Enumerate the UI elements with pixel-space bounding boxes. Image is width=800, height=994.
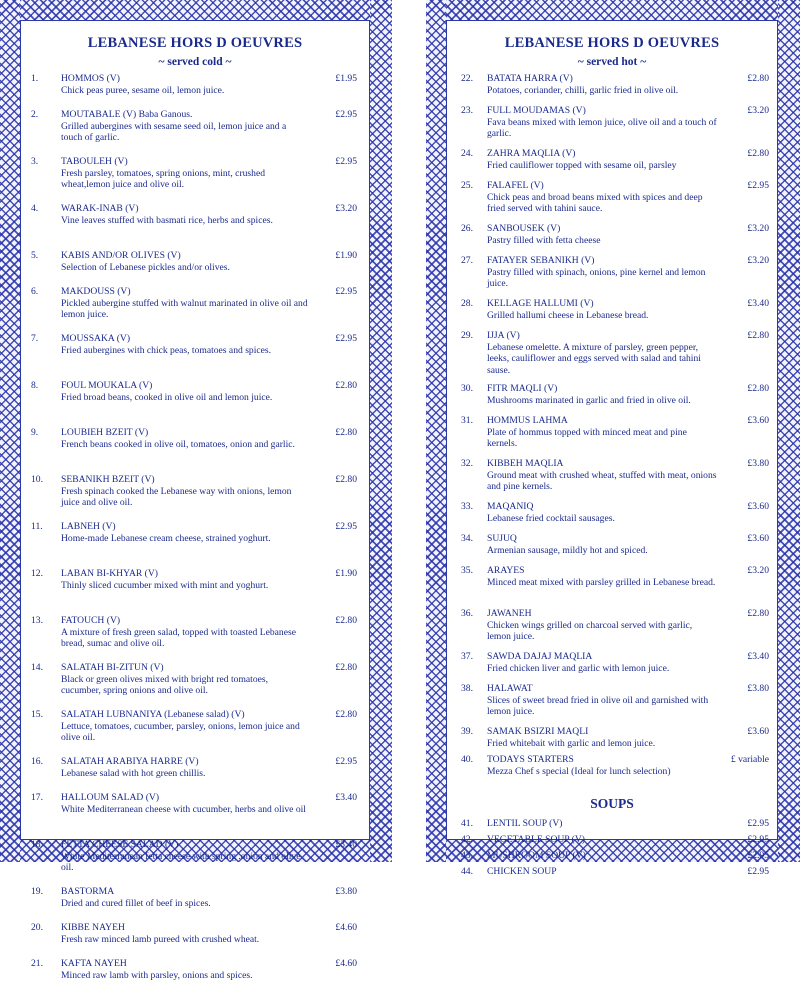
item-number: 9.	[31, 427, 39, 438]
item-number: 3.	[31, 156, 39, 167]
item-name: FULL MOUDAMAS (V)	[487, 105, 586, 116]
item-name: WARAK-INAB (V)	[61, 203, 139, 214]
item-price: £2.95	[335, 333, 357, 344]
item-price: £2.95	[747, 866, 769, 877]
celtic-border-left	[0, 0, 20, 862]
item-description: Pastry filled with spinach, onions, pine kernel and lemon juice.	[487, 266, 706, 289]
menu-item-24	[447, 148, 777, 180]
item-number: 31.	[461, 415, 473, 426]
item-name: CHICKEN SOUP	[487, 866, 557, 877]
item-description: Chick peas and broad beans mixed with spices and deep fried served with tahini sauce.	[487, 191, 703, 214]
item-number: 2.	[31, 109, 39, 120]
item-description: Armenian sausage, mildly hot and spiced.	[487, 544, 648, 556]
menu-content-cold	[20, 20, 370, 981]
item-price: £4.60	[335, 922, 357, 933]
item-name: KIBBE NAYEH	[61, 922, 125, 933]
item-price: £3.60	[747, 501, 769, 512]
item-description: Fresh spinach cooked the Lebanese way with onions, lemon juice and olive oil.	[61, 485, 292, 508]
item-price: £2.95	[335, 109, 357, 120]
item-number: 44.	[461, 866, 473, 877]
item-number: 5.	[31, 250, 39, 261]
item-price: £2.80	[335, 380, 357, 391]
item-price: £2.95	[335, 756, 357, 767]
item-name: SEBANIKH BZEIT (V)	[61, 474, 155, 485]
item-price: £2.80	[335, 709, 357, 720]
cold-items-list	[21, 73, 369, 994]
item-number: 42.	[461, 834, 473, 845]
menu-item-10	[21, 474, 369, 521]
item-description: Grilled aubergines with sesame seed oil, lemon juice and a touch of garlic.	[61, 120, 287, 143]
menu-item-17	[21, 792, 369, 839]
menu-item-35	[447, 565, 777, 608]
item-price: £2.95	[747, 850, 769, 861]
item-description: Potatoes, coriander, chilli, garlic fried in olive oil.	[487, 84, 679, 96]
item-number: 19.	[31, 886, 43, 897]
item-description: Slices of sweet bread fried in olive oil and garnished with lemon juice.	[487, 694, 709, 717]
item-number: 32.	[461, 458, 473, 469]
item-name: KAFTA NAYEH	[61, 958, 127, 969]
item-number: 1.	[31, 73, 39, 84]
soups-header	[447, 796, 777, 818]
item-name: FALAFEL (V)	[487, 180, 544, 191]
celtic-border-right	[370, 0, 392, 862]
item-price: £2.80	[747, 148, 769, 159]
menu-item-33	[447, 501, 777, 533]
item-price: £ variable	[730, 754, 769, 765]
item-name: IJJA (V)	[487, 330, 520, 341]
menu-item-30	[447, 383, 777, 415]
item-number: 29.	[461, 330, 473, 341]
item-price: £2.80	[747, 383, 769, 394]
item-description: French beans cooked in olive oil, tomatoes, onion and garlic.	[61, 438, 295, 450]
section-title-cold: LEBANESE HORS D OEUVRES	[87, 35, 303, 51]
item-description: Fried whitebait with garlic and lemon juice.	[487, 737, 656, 749]
item-description: Lebanese fried cocktail sausages.	[487, 512, 615, 524]
soup-item-42	[447, 834, 777, 850]
item-price: £3.20	[747, 223, 769, 234]
item-number: 12.	[31, 568, 43, 579]
item-description: Lebanese salad with hot green chillis.	[61, 767, 206, 779]
item-description: Black or green olives mixed with bright red tomatoes, cucumber, spring onions and olive oil.	[61, 673, 269, 696]
menu-item-40	[447, 754, 777, 796]
item-price: £3.60	[747, 533, 769, 544]
item-name: FATOUCH (V)	[61, 615, 121, 626]
menu-item-3	[21, 156, 369, 203]
item-price: £2.95	[747, 834, 769, 845]
item-description: Vine leaves stuffed with basmati rice, herbs and spices.	[61, 214, 273, 226]
item-description: Ground meat with crushed wheat, stuffed with meat, onions and pine kernels.	[487, 469, 717, 492]
item-description: Mezza Chef s special (Ideal for lunch selection)	[487, 765, 671, 777]
menu-item-5	[21, 250, 369, 286]
item-name: ARAYES	[487, 565, 525, 576]
menu-item-20	[21, 922, 369, 958]
menu-item-36	[447, 608, 777, 651]
item-name: FETTA CHEESE SALAD (V)	[61, 839, 179, 850]
item-name: KELLAGE HALLUMI (V)	[487, 298, 594, 309]
item-name: SALATAH BI-ZITUN (V)	[61, 662, 164, 673]
item-number: 26.	[461, 223, 473, 234]
item-price: £3.80	[747, 458, 769, 469]
item-number: 14.	[31, 662, 43, 673]
item-price: £3.40	[335, 792, 357, 803]
item-price: £3.40	[747, 298, 769, 309]
menu-item-29	[447, 330, 777, 383]
item-number: 27.	[461, 255, 473, 266]
item-name: JAWANEH	[487, 608, 532, 619]
item-price: £3.40	[335, 839, 357, 850]
item-name: VEGETABLE SOUP (V)	[487, 834, 586, 845]
item-price: £2.95	[747, 180, 769, 191]
item-number: 41.	[461, 818, 473, 829]
item-number: 28.	[461, 298, 473, 309]
menu-item-26	[447, 223, 777, 255]
item-description: Plate of hommus topped with minced meat and pine kernels.	[487, 426, 687, 449]
item-name: BATATA HARRA (V)	[487, 73, 573, 84]
item-price: £3.20	[747, 565, 769, 576]
menu-panel-hot	[426, 0, 800, 877]
item-name: HALLOUM SALAD (V)	[61, 792, 160, 803]
item-number: 43.	[461, 850, 473, 861]
item-description: White Mediterranean fetta cheese with spring .onion and olive oil.	[61, 850, 301, 873]
menu-item-8	[21, 380, 369, 427]
celtic-border-top	[0, 0, 392, 20]
item-number: 23.	[461, 105, 473, 116]
item-number: 18.	[31, 839, 43, 850]
item-description: Minced meat mixed with parsley grilled in Lebanese bread.	[487, 576, 716, 588]
menu-item-27	[447, 255, 777, 298]
item-number: 39.	[461, 726, 473, 737]
item-number: 7.	[31, 333, 39, 344]
item-number: 37.	[461, 651, 473, 662]
celtic-border-left	[426, 0, 446, 862]
item-price: £2.95	[335, 286, 357, 297]
item-description: Fried chicken liver and garlic with lemon juice.	[487, 662, 670, 674]
item-name: ZAHRA MAQLIA (V)	[487, 148, 576, 159]
item-number: 17.	[31, 792, 43, 803]
item-description: Home-made Lebanese cream cheese, strained yoghurt.	[61, 532, 271, 544]
item-price: £3.80	[747, 683, 769, 694]
item-number: 10.	[31, 474, 43, 485]
item-price: £4.60	[335, 958, 357, 969]
item-name: FATAYER SEBANIKH (V)	[487, 255, 595, 266]
item-number: 8.	[31, 380, 39, 391]
menu-item-23	[447, 105, 777, 148]
menu-item-9	[21, 427, 369, 474]
item-name: LENTIL SOUP (V)	[487, 818, 563, 829]
menu-item-6	[21, 286, 369, 333]
item-description: Pastry filled with fetta cheese	[487, 234, 601, 246]
item-price: £3.20	[335, 203, 357, 214]
item-price: £3.20	[747, 255, 769, 266]
item-number: 6.	[31, 286, 39, 297]
item-price: £2.80	[747, 73, 769, 84]
item-price: £2.95	[747, 818, 769, 829]
item-name: LABNEH (V)	[61, 521, 116, 532]
item-price: £1.90	[335, 568, 357, 579]
menu-item-7	[21, 333, 369, 380]
menu-item-15	[21, 709, 369, 756]
item-name: MAKDOUSS (V)	[61, 286, 131, 297]
item-description: Lebanese omelette. A mixture of parsley, green pepper, leeks, cauliflower and eggs served with salad and tahini sause.	[487, 341, 701, 376]
menu-item-4	[21, 203, 369, 250]
item-description: Pickled aubergine stuffed with walnut marinated in olive oil and lemon juice.	[61, 297, 308, 320]
menu-item-14	[21, 662, 369, 709]
item-description: Dried and cured fillet of beef in spices.	[61, 897, 211, 909]
item-description: Lettuce, tomatoes, cucumber, parsley, onions, lemon juice and olive oil.	[61, 720, 300, 743]
item-number: 4.	[31, 203, 39, 214]
menu-item-21	[21, 958, 369, 994]
item-price: £2.95	[335, 521, 357, 532]
item-description: Thinly sliced cucumber mixed with mint and yoghurt.	[61, 579, 269, 591]
item-price: £2.80	[335, 662, 357, 673]
menu-item-28	[447, 298, 777, 330]
menu-item-18	[21, 839, 369, 886]
menu-item-2	[21, 109, 369, 156]
item-number: 38.	[461, 683, 473, 694]
item-description: A mixture of fresh green salad, topped with toasted Lebanese bread, sumac and olive oil.	[61, 626, 296, 649]
item-price: £3.80	[335, 886, 357, 897]
item-description: Fried cauliflower topped with sesame oil, parsley	[487, 159, 677, 171]
item-name: FOUL MOUKALA (V)	[61, 380, 153, 391]
celtic-border-right	[778, 0, 800, 862]
item-number: 16.	[31, 756, 43, 767]
soup-item-44	[447, 866, 777, 882]
menu-panel-cold	[0, 0, 392, 981]
item-description: Chick peas puree, sesame oil, lemon juice.	[61, 84, 225, 96]
menu-item-37	[447, 651, 777, 683]
item-name: SAWDA DAJAJ MAQLIA	[487, 651, 593, 662]
item-name: LOUBIEH BZEIT (V)	[61, 427, 149, 438]
item-name: SALATAH ARABIYA HARRE (V)	[61, 756, 199, 767]
item-price: £3.20	[747, 105, 769, 116]
item-description: Fresh raw minced lamb pureed with crushed wheat.	[61, 933, 260, 945]
menu-item-19	[21, 886, 369, 922]
item-description: Fried broad beans, cooked in olive oil and lemon juice.	[61, 391, 273, 403]
menu-item-31	[447, 415, 777, 458]
item-description: White Mediterranean cheese with cucumber, herbs and olive oil	[61, 803, 306, 815]
menu-item-38	[447, 683, 777, 726]
item-name: BASTORMA	[61, 886, 115, 897]
item-number: 36.	[461, 608, 473, 619]
item-number: 25.	[461, 180, 473, 191]
item-name: HOMMUS LAHMA	[487, 415, 568, 426]
hot-items-list	[447, 73, 777, 882]
item-price: £1.95	[335, 73, 357, 84]
item-number: 22.	[461, 73, 473, 84]
item-name: FITR MAQLI (V)	[487, 383, 558, 394]
soup-item-43	[447, 850, 777, 866]
item-description: Fava beans mixed with lemon juice, olive oil and a touch of garlic.	[487, 116, 717, 139]
item-description: Fried aubergines with chick peas, tomatoes and spices.	[61, 344, 272, 356]
item-number: 34.	[461, 533, 473, 544]
section-subtitle-hot: ~ served hot ~	[577, 56, 647, 68]
item-description: Selection of Lebanese pickles and/or olives.	[61, 261, 230, 273]
item-name: SUJUQ	[487, 533, 517, 544]
item-name: LABAN BI-KHYAR (V)	[61, 568, 158, 579]
item-number: 30.	[461, 383, 473, 394]
item-price: £2.80	[335, 474, 357, 485]
item-number: 20.	[31, 922, 43, 933]
item-number: 15.	[31, 709, 43, 720]
item-name: KIBBEH MAQLIA	[487, 458, 564, 469]
item-price: £3.40	[747, 651, 769, 662]
item-description: Grilled hallumi cheese in Lebanese bread.	[487, 309, 649, 321]
item-price: £2.80	[747, 330, 769, 341]
item-number: 35.	[461, 565, 473, 576]
item-name: TODAYS STARTERS	[487, 754, 574, 765]
item-name: MOUTABALE (V) Baba Ganous.	[61, 109, 193, 120]
item-description: Fresh parsley, tomatoes, spring onions, mint, crushed wheat,lemon juice and olive oil.	[61, 167, 266, 190]
item-name: MAQANIQ	[487, 501, 534, 512]
item-number: 11.	[31, 521, 43, 532]
item-number: 40.	[461, 754, 473, 765]
item-price: £2.80	[747, 608, 769, 619]
item-name: HOMMOS (V)	[61, 73, 120, 84]
item-name: MUSHROOM SOUP (V)	[487, 850, 586, 861]
item-price: £3.60	[747, 415, 769, 426]
section-subtitle-cold: ~ served cold ~	[158, 56, 232, 68]
item-price: £1.90	[335, 250, 357, 261]
item-number: 24.	[461, 148, 473, 159]
menu-item-39	[447, 726, 777, 754]
item-number: 21.	[31, 958, 43, 969]
item-name: SALATAH LUBNANIYA (Lebanese salad) (V)	[61, 709, 245, 720]
item-name: SANBOUSEK (V)	[487, 223, 561, 234]
menu-content-hot	[446, 20, 778, 877]
section-title-hot: LEBANESE HORS D OEUVRES	[504, 35, 720, 51]
menu-item-1	[21, 73, 369, 109]
menu-item-32	[447, 458, 777, 501]
item-price: £3.60	[747, 726, 769, 737]
item-name: TABOULEH (V)	[61, 156, 128, 167]
celtic-border-top	[426, 0, 800, 20]
item-price: £2.80	[335, 615, 357, 626]
item-name: MOUSSAKA (V)	[61, 333, 131, 344]
menu-item-16	[21, 756, 369, 792]
item-description: Mushrooms marinated in garlic and fried in olive oil.	[487, 394, 691, 406]
item-price: £2.80	[335, 427, 357, 438]
item-price: £2.95	[335, 156, 357, 167]
menu-item-13	[21, 615, 369, 662]
item-name: HALAWAT	[487, 683, 533, 694]
menu-item-34	[447, 533, 777, 565]
menu-item-25	[447, 180, 777, 223]
soup-item-41	[447, 818, 777, 834]
soups-title: SOUPS	[590, 796, 634, 811]
item-description: Chicken wings grilled on charcoal served with garlic, lemon juice.	[487, 619, 693, 642]
item-name: KABIS AND/OR OLIVES (V)	[61, 250, 181, 261]
menu-item-11	[21, 521, 369, 568]
item-description: Minced raw lamb with parsley, onions and spices.	[61, 969, 253, 981]
item-number: 13.	[31, 615, 43, 626]
item-name: SAMAK BSIZRI MAQLI	[487, 726, 589, 737]
item-number: 33.	[461, 501, 473, 512]
menu-item-12	[21, 568, 369, 615]
menu-item-22	[447, 73, 777, 105]
